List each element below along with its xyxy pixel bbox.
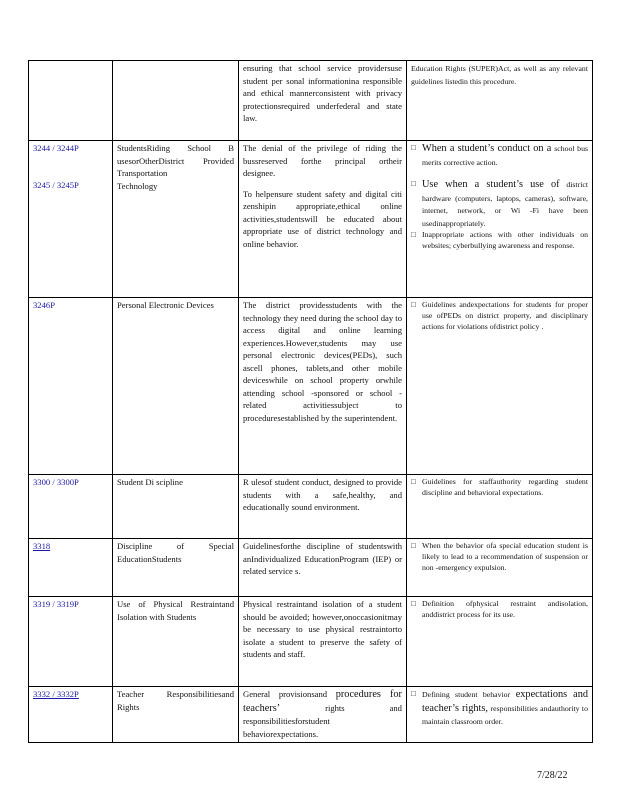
description-text: ensuring that school service providersuse student per sonal informationina responsible and ethical mannerconsistent with privacy protectionsrequired underfederal and state law. [243,63,402,123]
table-row [29,61,593,141]
checkbox-bullet-icon: □ [411,477,416,486]
policy-code-link[interactable]: 3319 / 3319P [33,599,79,609]
policy-code-link[interactable]: 3318 [33,541,51,551]
policy-title-cell [113,298,239,475]
policy-code-cell [29,597,113,687]
description-text: Guidelinesforthe discipline of studentswith anIndividualized EducationProgram (IEP) or related service s. [243,541,402,576]
description-text: The district providesstudents with the technology they need during the school day to access digital and online learning experiences.However,students may use personal electronic devices(PEDs), such ascell phones, tablets,and other mobile deviceswhile on school property orwhile attending school -sponsored or school - related activitiessubject to proceduresestablished by the superintendent. [243,300,402,423]
bullet-text: school bus merits corrective action. [422,144,588,167]
table-row [29,597,593,687]
bullet-item [411,598,588,620]
policy-code-cell [29,539,113,597]
checkbox-bullet-icon: □ [411,599,416,608]
policy-code-link[interactable]: 3244 / 3244P [33,143,79,153]
bullet-text: district hardware (computers, laptops, cameras), software, internet, network, or Wi -Fi have been usedinappropriately. [422,180,588,228]
policy-title: Use of Physical Restraintand Isolation with Students [117,599,234,622]
table-row [29,687,593,743]
policy-title: Technology [117,180,158,191]
page-date: 7/28/22 [537,770,568,781]
table-row [29,141,593,298]
policy-title-cell [113,539,239,597]
description-text: rights and responsibilitiesforstudent behaviorexpectations. [243,702,402,739]
bullet-text: Inappropriate actions with other individuals on websites; cyberbullying awareness and response. [422,230,588,250]
policy-notes-cell [407,141,593,298]
table-row [29,475,593,539]
policy-title: Personal Electronic Devices [117,300,214,310]
checkbox-bullet-icon: □ [411,230,416,239]
bullet-item [411,299,588,332]
policy-code-link[interactable]: 3245 / 3245P [33,179,79,190]
description-text: procedures for teachers’ [243,689,402,714]
policy-title-cell [113,687,239,743]
policy-title-cell [113,61,239,141]
bullet-item [411,229,588,251]
bullet-text: Guidelines andexpectations for students for proper use ofPEDs on district property, and disciplinary actions for violations ofdistrict policy . [422,300,588,331]
policy-notes-cell [407,475,593,539]
bullet-text: expectations and teacher’s rights, [422,689,589,714]
policy-title: Teacher Responsibilitiesand Rights [117,689,234,712]
policy-notes-cell [407,298,593,475]
bullet-item [411,178,588,229]
policy-description-cell [239,687,407,743]
description-text: R ulesof student conduct, designed to provide students with a safe,healthy, and educationally sound environment. [243,477,402,512]
checkbox-bullet-icon: □ [411,541,416,550]
policy-notes-cell [407,61,593,141]
policy-title-cell [113,141,239,298]
policy-description-cell [239,539,407,597]
bullet-item [411,540,588,573]
policy-description-cell [239,141,407,298]
bullet-lead: Use when a student’s use of [422,179,560,190]
policy-title-cell [113,597,239,687]
checkbox-bullet-icon: □ [411,179,416,188]
bullet-lead: When a student’s conduct on a [422,143,552,154]
policy-title-cell [113,475,239,539]
policy-description-cell [239,61,407,141]
description-text: To helpensure student safety and digital citi zenshipin appropriate,ethical online activities,studentswill be educated about appropriate use of district technology and online behavior. [243,188,402,249]
table-row [29,539,593,597]
policy-code-link[interactable]: 3300 / 3300P [33,477,79,487]
policy-description-cell [239,597,407,687]
notes-text: Education Rights (SUPER)Act, as well as any relevant guidelines listedin this procedure. [411,64,588,86]
table-row [29,298,593,475]
policy-title: Student Di scipline [117,477,183,487]
policy-notes-cell [407,539,593,597]
policy-code-cell [29,475,113,539]
bullet-text: Definition ofphysical restraint andisolation, anddistrict process for its use. [422,599,588,619]
checkbox-bullet-icon: □ [411,689,416,698]
checkbox-bullet-icon: □ [411,300,416,309]
policy-description-cell [239,298,407,475]
description-text: General provisionsand [243,689,328,699]
description-text: The denial of the privilege of riding the bussreserved forthe principal ortheir designee. [243,143,402,178]
policy-code-cell [29,298,113,475]
policy-description-cell [239,475,407,539]
policy-title: Discipline of Special EducationStudents [117,541,234,564]
policy-code-link[interactable]: 3246P [33,300,55,310]
policy-table [28,60,593,743]
bullet-item [411,688,588,728]
checkbox-bullet-icon: □ [411,143,416,152]
policy-code-cell [29,141,113,298]
policy-code-cell [29,61,113,141]
bullet-item [411,476,588,498]
description-text: Physical restraintand isolation of a student should be avoided; however,onoccasionitmay be necessary to use physical restraintorto isolate a student to preserve the safety of students and staff. [243,599,402,659]
policy-code-cell [29,687,113,743]
policy-code-link[interactable]: 3332 / 3332P [33,689,79,699]
bullet-text: responsibilities andauthority to maintain classroom order. [422,703,588,726]
bullet-text: Guidelines for staffauthority regarding student discipline and behavioral expectations. [422,477,588,497]
bullet-text: When the behavior ofa special education student is likely to lead to a recommendation of suspension or non -emergency expulsion. [422,541,588,572]
policy-notes-cell [407,597,593,687]
bullet-item [411,142,588,168]
policy-notes-cell [407,687,593,743]
policy-title: StudentsRiding School B usesorOtherDistrict Provided Transportation [117,143,234,178]
bullet-text: Defining student behavior [422,690,511,699]
